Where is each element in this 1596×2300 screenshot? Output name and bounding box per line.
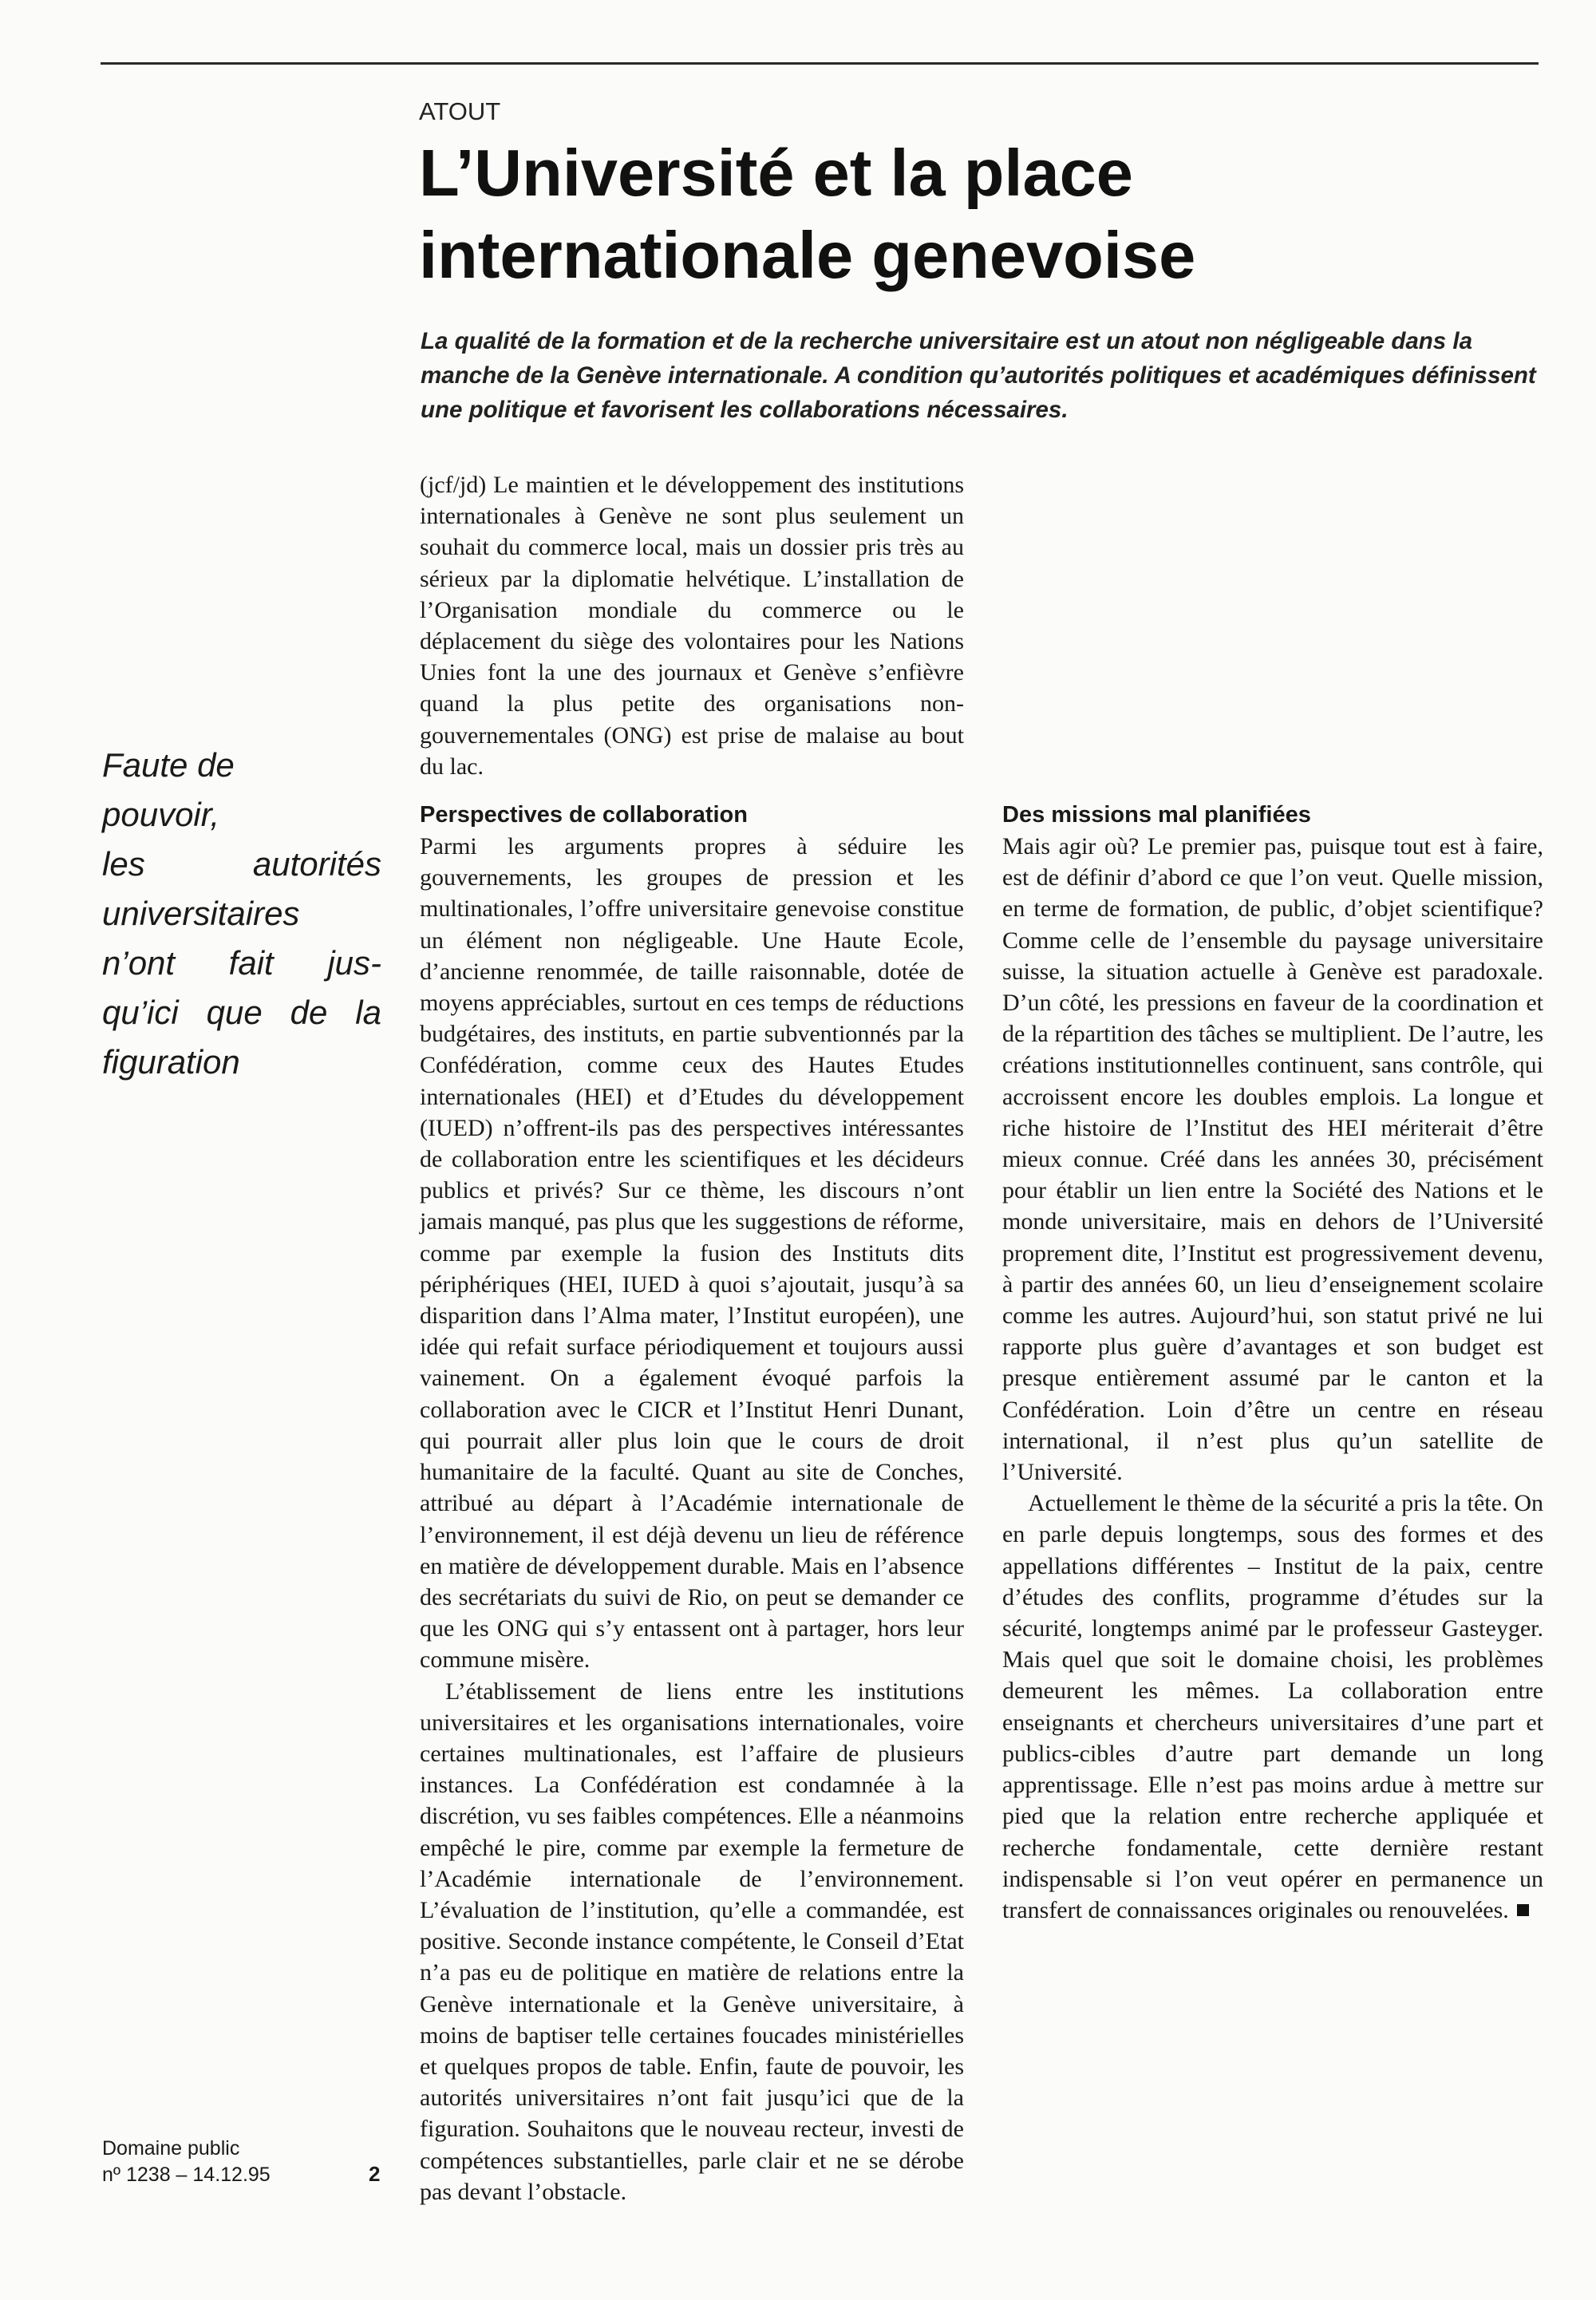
section-kicker: ATOUT [419, 97, 501, 125]
pull-quote [102, 741, 381, 1087]
title-line-2: internationale genevoise [419, 218, 1196, 292]
issue-info: nº 1238 – 14.12.95 [102, 2164, 271, 2186]
subhead-perspectives: Perspectives de collaboration [420, 802, 748, 828]
pull-quote-line: pouvoir, [102, 796, 220, 833]
title-line-1: L’Université et la place [419, 136, 1133, 210]
pull-quote-line: Faute de [102, 746, 235, 784]
end-mark-icon [1517, 1904, 1529, 1916]
publication-name: Domaine public [102, 2137, 240, 2160]
pull-quote-line: figuration [102, 1043, 240, 1081]
body-paragraph-text: Actuellement le thème de la sécurité a pris la tête. On en parle depuis longtemps, sous des formes et des appellations différentes – Institut de la paix, centre d’études des conflits, programme d’études sur la sécurité, longtemps animé par le professeur Gasteyger. Mais quel que soit le domaine choisi, les problèmes demeurent les mêmes. La collaboration entre enseignants et chercheurs universitaires d’une part et publics-cibles d’autre part demande un long apprentissage. Elle n’est pas moins ardue à mettre sur pied que la relation entre recherche appliquée et recherche fondamentale, cette dernière restant indispensable si l’on veut opérer en permanence un transfert de connaissances originales ou renouvelées. [1002, 1490, 1543, 1923]
top-rule [101, 62, 1539, 65]
body-paragraph: (jcf/jd) Le maintien et le développement des institutions internationales à Genève ne sont plus seulement un souhait du commerce local, mais un dossier pris très au sérieux par la diplomatie helvétique. L’installation de l’Organisation mondiale du commerce ou le déplacement du siège des volontaires pour les Nations Unies font la une des journaux et Genève s’enfièvre quand la plus petite des organisations non-gouvernementales (ONG) est prise de malaise au bout du lac. [420, 472, 964, 780]
body-paragraph [1002, 1488, 1543, 1926]
pull-quote-line: les autorités [102, 845, 381, 883]
body-paragraph: Parmi les arguments propres à séduire les gouvernements, les groupes de pression et les multinationales, l’offre universitaire genevoise constitue un élément non négligeable. Une Haute Ecole, d’ancienne renommée, de taille raisonnable, dotée de moyens appréciables, surtout en ces temps de réductions budgétaires, des instituts, en partie subventionnés par la Confédération, comme ceux des Hautes Etudes internationales (HEI) et d’Etudes du développement (IUED) n’offrent-ils pas des perspectives intéressantes de collaboration entre les scientifiques et les décideurs publics et privés? Sur ce thème, les discours n’ont jamais manqué, pas plus que les suggestions de réforme, comme par exemple la fusion des Instituts dits périphériques (HEI, IUED à quoi s’ajoutait, jusqu’à sa disparition dans l’Alma mater, l’Institut européen), une idée qui refait surface périodiquement et toujours aussi vainement. On a également évoqué parfois la collaboration avec le CICR et l’Institut Henri Dunant, qui pourrait aller plus loin que le cours de droit humanitaire de la faculté. Quant au site de Conches, attribué au départ à l’Académie internationale de l’environnement, il est déjà devenu un lieu de référence en matière de développement durable. Mais en l’absence des secrétariats du suivi de Rio, on peut se demander ce que les ONG qui s’y entassent ont à partager, hors leur commune misère. [420, 833, 964, 1674]
pull-quote-line: qu’ici que de la [102, 994, 381, 1031]
page-number: 2 [369, 2162, 381, 2186]
pull-quote-line: n’ont fait jus- [102, 944, 381, 982]
article-column-2 [1002, 800, 1543, 1926]
subhead-missions: Des missions mal planifiées [1002, 802, 1311, 828]
body-paragraph: Mais agir où? Le premier pas, puisque tout est à faire, est de définir d’abord ce que l’on veut. Quelle mission, en terme de formation, de public, d’objet scientifique? Comme celle de l’ensemble du paysage universitaire suisse, la situation actuelle à Genève est paradoxale. D’un côté, les pressions en faveur de la coordination et de la répartition des tâches se multiplient. De l’autre, les créations institutionnelles continuent, sans contrôle, qui accroissent encore les doubles emplois. La longue et riche histoire de l’Institut des HEI mériterait d’être mieux connue. Créé dans les années 30, précisément pour établir un lien entre la Société des Nations et le monde universitaire, mais en dehors de l’Université proprement dite, l’Institut est progressivement devenu, à partir des années 60, un lieu d’enseignement scolaire comme les autres. Aujourd’hui, son statut privé ne lui rapporte plus guère d’avantages et son budget est presque entièrement assumé par le canton et la Confédération. Loin d’être un centre en réseau international, il n’est plus qu’un satellite de l’Université. [1002, 833, 1543, 1486]
article-column-1 [420, 469, 964, 2207]
article-title [419, 132, 1496, 296]
footer [102, 2136, 271, 2188]
pull-quote-line: universitaires [102, 895, 300, 932]
article-lede: La qualité de la formation et de la recherche universitaire est un atout non négligeable dans la manche de la Genève internationale. A condition qu’autorités politiques et académiques définissent une politique et favorisent les collaborations nécessaires. [421, 328, 1536, 423]
body-paragraph: L’établissement de liens entre les institutions universitaires et les organisations internationales, voire certaines multinationales, est l’affaire de plusieurs instances. La Confédération est condamnée à la discrétion, vu ses faibles compétences. Elle a néanmoins empêché le pire, comme par exemple la fermeture de l’Académie internationale de l’environnement. L’évaluation de l’institution, qu’elle a commandée, est positive. Seconde instance compétente, le Conseil d’Etat n’a pas eu de politique en matière de relations entre la Genève internationale et la Genève universitaire, à moins de baptiser telle certaines foucades ministérielles et quelques propos de table. Enfin, faute de pouvoir, les autorités universitaires n’ont fait jusqu’ici que de la figuration. Souhaitons que le nouveau recteur, investi de compétences substantielles, parle clair et ne se dérobe pas devant l’obstacle. [420, 1678, 964, 2205]
